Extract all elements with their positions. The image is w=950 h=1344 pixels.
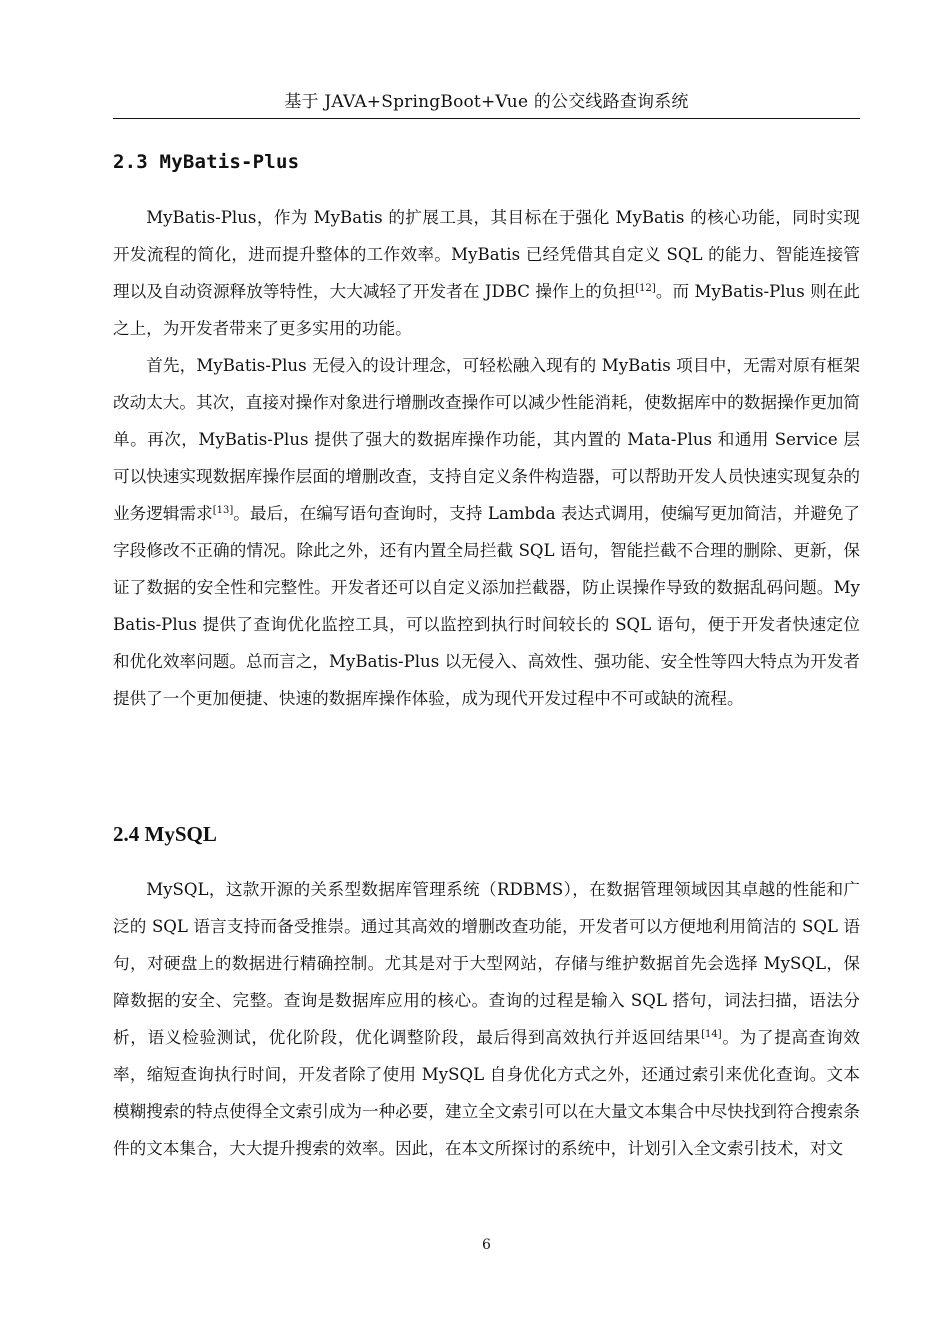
paragraph-text: 。而 MyBatis-Plus 则在此之上，为开发者带来了更多实用的功能。 (113, 282, 861, 338)
paragraph (113, 871, 860, 1167)
section-heading-2-3: 2.3 MyBatis-Plus (113, 151, 300, 173)
page-number: 6 (482, 1237, 491, 1253)
paragraph-text: 。为了提高查询效率，缩短查询执行时间，开发者除了使用 MySQL 自身优化方式之外，还通过索引来优化查询。文本模糊搜索的特点使得全文索引成为一种必要，建立全文索引可以在大量文本集合中尽快找到符合搜索条件的文本集合，大大提升搜索的效率。因此，在本文所探讨的系统中，计划引入全文索引技术，对文 (113, 1028, 860, 1158)
header-rule (113, 118, 860, 119)
paragraph (113, 347, 860, 717)
citation: [12] (635, 283, 656, 294)
running-header: 基于 JAVA+SpringBoot+Vue 的公交线路查询系统 (284, 92, 689, 112)
paragraph-text: MySQL，这款开源的关系型数据库管理系统（RDBMS），在数据管理领域因其卓越的性能和广泛的 SQL 语言支持而备受推崇。通过其高效的增删改查功能，开发者可以方便地利用简洁的 SQL 语句，对硬盘上的数据进行精确控制。尤其是对于大型网站，存储与维护数据首先会选择 MySQL，保障数据的安全、完整。查询是数据库应用的核心。查询的过程是输入 SQL 搭句，词法扫描，语法分析，语义检验测试，优化阶段，优化调整阶段，最后得到高效执行并返回结果 (113, 880, 860, 1047)
paragraph-text: 首先，MyBatis-Plus 无侵入的设计理念，可轻松融入现有的 MyBatis 项目中，无需对原有框架改动太大。其次，直接对操作对象进行增删改查操作可以减少性能消耗，使数据库中的数据操作更加简单。再次，MyBatis-Plus 提供了强大的数据库操作功能，其内置的 Mata-Plus 和通用 Service 层可以快速实现数据库操作层面的增删改查，支持自定义条件构造器，可以帮助开发人员快速实现复杂的业务逻辑需求 (113, 356, 860, 523)
paragraph-text: 。最后，在编写语句查询时，支持 Lambda 表达式调用，使编写更加简洁，并避免了字段修改不正确的情况。除此之外，还有内置全局拦截 SQL 语句，智能拦截不合理的删除、更新，保证了数据的安全性和完整性。开发者还可以自定义添加拦截器，防止误操作导致的数据乱码问题。MyBatis-Plus 提供了查询优化监控工具，可以监控到执行时间较长的 SQL 语句，便于开发者快速定位和优化效率问题。总而言之，MyBatis-Plus 以无侵入、高效性、强功能、安全性等四大特点为开发者提供了一个更加便捷、快速的数据库操作体验，成为现代开发过程中不可或缺的流程。 (113, 504, 861, 708)
paragraph-text: MyBatis-Plus，作为 MyBatis 的扩展工具，其目标在于强化 MyBatis 的核心功能，同时实现开发流程的简化，进而提升整体的工作效率。MyBatis 已经凭借其自定义 SQL 的能力、智能连接管理以及自动资源释放等特性，大大减轻了开发者在 JDBC 操作上的负担 (113, 208, 860, 301)
section-heading-2-4: 2.4 MySQL (113, 822, 217, 846)
citation: [13] (212, 505, 234, 516)
citation: [14] (701, 1029, 722, 1040)
paragraph (113, 199, 860, 347)
